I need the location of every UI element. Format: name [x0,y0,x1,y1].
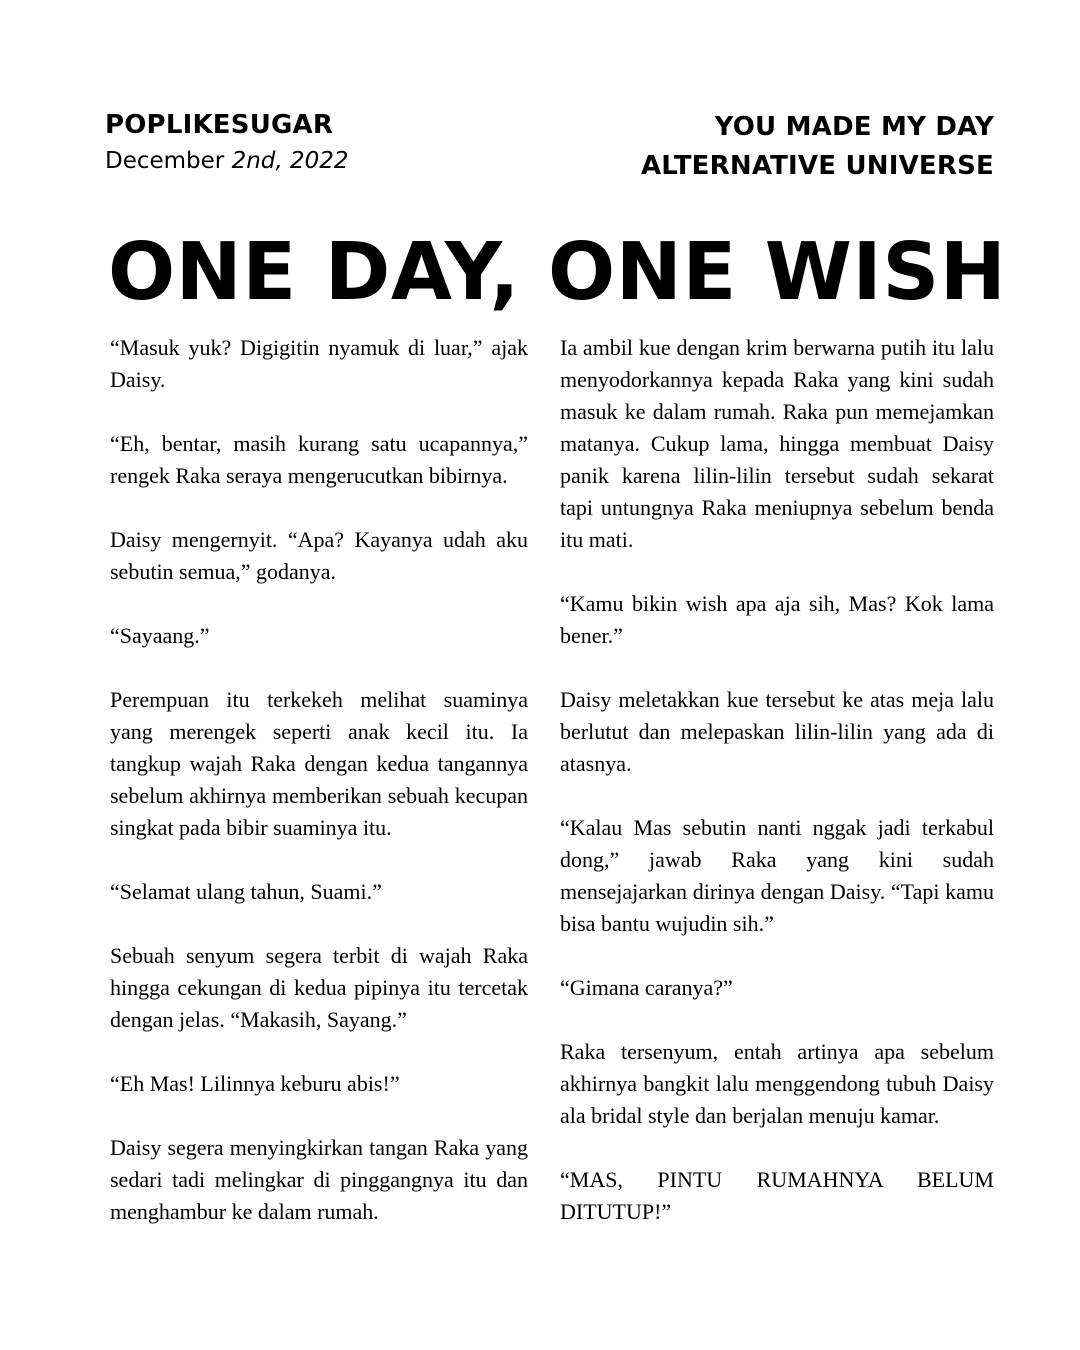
date-day-year: 2nd, 2022 [231,148,349,174]
story-paragraph: “Gimana caranya?” [560,975,733,1000]
header-right [641,108,994,186]
story-paragraph: Daisy mengernyit. “Apa? Kayanya udah aku sebutin semua,” godanya. [110,527,528,584]
story-paragraph: Daisy segera menyingkirkan tangan Raka yang sedari tadi melingkar di pinggangnya itu dan menghambur ke dalam rumah. [110,1135,528,1224]
story-paragraph: “Sayaang.” [110,623,210,648]
story-column-right [560,332,994,1228]
story-paragraph: Daisy meletakkan kue tersebut ke atas meja lalu berlutut dan melepaskan lilin-lilin yang ada di atasnya. [560,687,994,776]
story-paragraph: Perempuan itu terkekeh melihat suaminya yang merengek seperti anak kecil itu. Ia tangkup wajah Raka dengan kedua tangannya sebelum akhirnya memberikan sebuah kecupan singkat pada bibir suaminya itu. [110,687,528,840]
story-paragraph: “Selamat ulang tahun, Suami.” [110,879,382,904]
publish-date [105,142,349,180]
story-paragraph: “Eh Mas! Lilinnya keburu abis!” [110,1071,400,1096]
story-column-left [110,332,528,1228]
header-left [105,108,349,180]
story-paragraph: “Eh, bentar, masih kurang satu ucapannya,” rengek Raka seraya mengerucutkan bibirnya. [110,431,528,488]
story-paragraph: “Kalau Mas sebutin nanti nggak jadi terkabul dong,” jawab Raka yang kini sudah mensejajarkan dirinya dengan Daisy. “Tapi kamu bisa bantu wujudin sih.” [560,815,994,936]
brand-name: POPLIKESUGAR [105,110,334,140]
date-month: December [105,148,232,174]
series-title-line-2: ALTERNATIVE UNIVERSE [640,151,994,181]
story-paragraph: Raka tersenyum, entah artinya apa sebelum akhirnya bangkit lalu menggendong tubuh Daisy ala bridal style dan berjalan menuju kamar. [560,1039,994,1128]
story-paragraph: Ia ambil kue dengan krim berwarna putih itu lalu menyodorkannya kepada Raka yang kini sudah masuk ke dalam rumah. Raka pun memejamkan matanya. Cukup lama, hingga membuat Daisy panik karena lilin-lilin tersebut sudah sekarat tapi untungnya Raka meniupnya sebelum benda itu mati. [560,335,994,552]
series-title-line-1: YOU MADE MY DAY [714,112,994,142]
story-paragraph: “Kamu bikin wish apa aja sih, Mas? Kok lama bener.” [560,591,994,648]
story-paragraph: “Masuk yuk? Digigitin nyamuk di luar,” ajak Daisy. [110,335,528,392]
story-title: ONE DAY, ONE WISH [108,226,1007,318]
story-paragraph: Sebuah senyum segera terbit di wajah Raka hingga cekungan di kedua pipinya itu tercetak dengan jelas. “Makasih, Sayang.” [110,943,528,1032]
story-paragraph: “MAS, PINTU RUMAHNYA BELUM DITUTUP!” [560,1167,994,1224]
